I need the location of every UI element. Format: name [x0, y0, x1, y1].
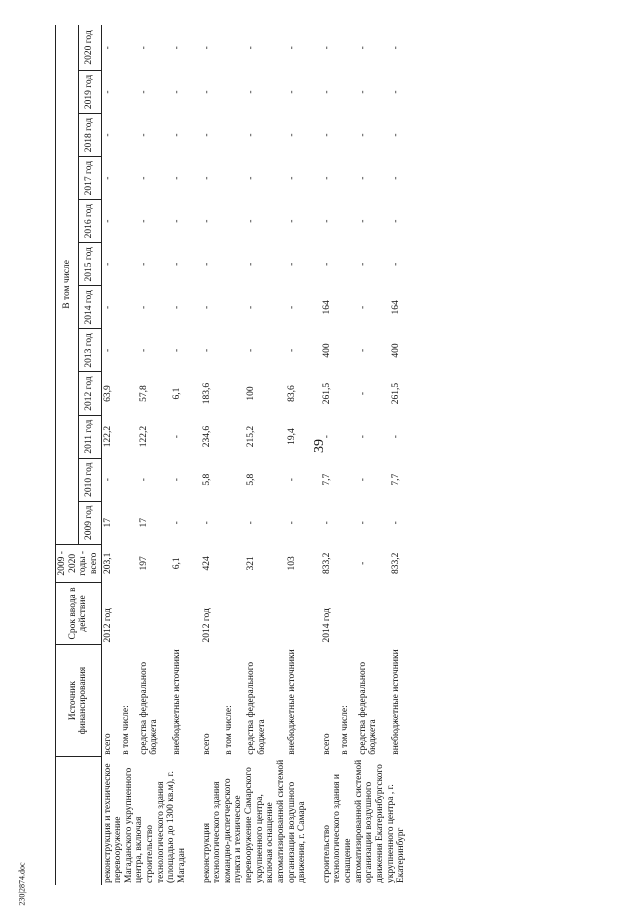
year-value-cell: - — [287, 348, 298, 353]
header-year: 2019 год — [78, 70, 101, 113]
year-value-cell: - — [138, 90, 149, 94]
year-value-cell — [223, 200, 245, 243]
year-value-cell — [223, 501, 245, 544]
header-year: 2015 год — [78, 243, 101, 286]
year-value-cell: - — [102, 348, 113, 353]
year-value-cell: - — [357, 46, 368, 50]
year-value-cell — [339, 157, 357, 200]
year-value-cell: - — [357, 391, 368, 396]
year-value-cell — [120, 415, 138, 458]
year-value-cell: - — [171, 46, 182, 50]
year-value-cell — [120, 372, 138, 415]
year-value-cell: 83,6 — [287, 385, 298, 402]
year-value-cell: - — [171, 305, 182, 309]
year-value-cell: - — [138, 305, 149, 309]
year-value-cell: - — [357, 176, 368, 180]
year-value-cell: - — [287, 90, 298, 94]
header-including: В том числе — [56, 25, 79, 544]
spacer-row — [309, 25, 321, 885]
table-row — [339, 25, 357, 885]
header-year: 2016 год — [78, 200, 101, 243]
year-value-cell — [339, 243, 357, 286]
project-name: строительство технологического здания и оснащение автоматизированной системой организации воздушного движения Екатеринбургского укрупненного центра , г. Екатеринбург — [321, 759, 407, 883]
source-cell: внебюджетные источники — [171, 649, 182, 755]
year-value-cell — [120, 458, 138, 501]
year-value-cell: - — [357, 521, 368, 525]
year-value-cell — [339, 70, 357, 113]
year-value-cell: - — [287, 305, 298, 309]
total-cell — [339, 544, 357, 582]
year-value-cell: - — [287, 521, 298, 525]
year-value-cell: - — [246, 521, 257, 525]
year-value-cell: - — [390, 90, 401, 94]
year-value-cell: - — [357, 262, 368, 266]
total-cell — [120, 544, 138, 582]
table-row — [101, 25, 120, 885]
year-value-cell: 100 — [246, 386, 257, 401]
year-value-cell: - — [201, 176, 212, 180]
header-year: 2014 год — [78, 286, 101, 329]
source-cell: средства федерального бюджета — [138, 661, 160, 755]
table-row — [171, 25, 189, 885]
total-cell: 103 — [287, 556, 298, 571]
source-cell: внебюджетные источники — [287, 649, 298, 755]
year-value-cell: 234,6 — [201, 425, 212, 448]
spacer-row — [189, 25, 201, 885]
header-total: 2009 - 2020 годы - всего — [56, 544, 102, 582]
year-value-cell: 5,8 — [201, 473, 212, 486]
year-value-cell — [120, 329, 138, 372]
year-value-cell: - — [138, 348, 149, 353]
year-value-cell — [339, 415, 357, 458]
header-deadline: Срок ввода в действие — [56, 582, 102, 644]
year-value-cell: 400 — [321, 343, 332, 358]
year-value-cell — [120, 243, 138, 286]
source-cell: всего — [201, 733, 212, 755]
year-value-cell: - — [357, 348, 368, 353]
deadline-cell: 2014 год — [321, 608, 332, 643]
table-row — [357, 25, 390, 885]
total-cell: - — [357, 561, 368, 565]
year-value-cell: 164 — [390, 300, 401, 315]
year-value-cell: - — [287, 176, 298, 180]
table-row — [245, 25, 286, 885]
year-value-cell: - — [321, 46, 332, 50]
year-value-cell: - — [287, 133, 298, 137]
year-value-cell — [223, 286, 245, 329]
year-value-cell: - — [171, 133, 182, 137]
year-value-cell — [120, 25, 138, 70]
document-footer: 230|2874.doc — [17, 862, 27, 906]
year-value-cell: - — [102, 46, 113, 50]
year-value-cell: 6,1 — [171, 387, 182, 400]
year-value-cell: - — [321, 133, 332, 137]
year-value-cell: - — [321, 435, 332, 439]
year-value-cell: - — [201, 133, 212, 137]
year-value-cell — [120, 501, 138, 544]
total-cell: 321 — [246, 556, 257, 571]
year-value-cell: - — [102, 90, 113, 94]
year-value-cell: - — [246, 90, 257, 94]
year-value-cell — [120, 157, 138, 200]
year-value-cell: - — [138, 478, 149, 482]
year-value-cell: - — [246, 219, 257, 223]
header-year: 2017 год — [78, 157, 101, 200]
year-value-cell — [223, 25, 245, 70]
year-value-cell — [339, 25, 357, 70]
table-row — [223, 25, 245, 885]
year-value-cell: - — [390, 46, 401, 50]
year-value-cell — [223, 243, 245, 286]
year-value-cell: 17 — [138, 518, 149, 528]
year-value-cell — [339, 501, 357, 544]
year-value-cell: - — [102, 305, 113, 309]
year-value-cell: - — [102, 219, 113, 223]
deadline-cell: 2012 год — [102, 608, 113, 643]
year-value-cell: 122,2 — [102, 425, 113, 448]
year-value-cell: - — [357, 219, 368, 223]
year-value-cell: 215,2 — [246, 425, 257, 448]
year-value-cell: - — [201, 90, 212, 94]
year-value-cell: 7,7 — [321, 473, 332, 486]
year-value-cell: - — [102, 176, 113, 180]
table-row — [321, 25, 339, 885]
year-value-cell: - — [246, 348, 257, 353]
project-name: реконструкция технологического здания командно-диспетчерского пункта и техническое перевооружение Самарского укрупненного центра, включая оснащение автоматизированной системой организации воздушного движения, г. Самара — [201, 759, 308, 883]
source-cell: в том числе: — [339, 705, 350, 755]
total-cell: 197 — [138, 556, 149, 571]
total-cell: 6,1 — [171, 557, 182, 570]
financing-table — [55, 25, 408, 885]
total-cell — [223, 544, 245, 582]
year-value-cell — [339, 286, 357, 329]
year-value-cell: 17 — [102, 518, 113, 528]
year-value-cell — [223, 458, 245, 501]
year-value-cell: - — [357, 90, 368, 94]
year-value-cell: - — [102, 133, 113, 137]
year-value-cell: - — [201, 348, 212, 353]
source-cell: всего — [102, 733, 113, 755]
total-cell: 424 — [201, 556, 212, 571]
year-value-cell — [339, 458, 357, 501]
year-value-cell — [339, 200, 357, 243]
year-value-cell: - — [102, 262, 113, 266]
year-value-cell: 57,8 — [138, 385, 149, 402]
year-value-cell: - — [246, 262, 257, 266]
year-value-cell: - — [246, 176, 257, 180]
year-value-cell: 122,2 — [138, 425, 149, 448]
year-value-cell: 261,5 — [321, 382, 332, 405]
year-value-cell: - — [287, 219, 298, 223]
year-value-cell: 5,8 — [246, 473, 257, 486]
table-row — [390, 25, 408, 885]
year-value-cell: - — [321, 521, 332, 525]
year-value-cell: - — [171, 435, 182, 439]
year-value-cell: - — [246, 46, 257, 50]
header-year: 2018 год — [78, 114, 101, 157]
year-value-cell — [339, 372, 357, 415]
year-value-cell: 63,9 — [102, 385, 113, 402]
page-number: 39 — [312, 439, 327, 453]
year-value-cell: 261,5 — [390, 382, 401, 405]
year-value-cell: - — [201, 46, 212, 50]
year-value-cell: - — [390, 521, 401, 525]
table-row — [120, 25, 138, 885]
year-value-cell: - — [171, 176, 182, 180]
year-value-cell — [120, 200, 138, 243]
table-row — [201, 25, 223, 885]
deadline-cell: 2012 год — [201, 608, 212, 643]
header-year: 2009 год — [78, 501, 101, 544]
table-row — [286, 25, 308, 885]
header-year: 2010 год — [78, 458, 101, 501]
year-value-cell: 164 — [321, 300, 332, 315]
year-value-cell — [223, 329, 245, 372]
year-value-cell: 7,7 — [390, 473, 401, 486]
year-value-cell — [223, 114, 245, 157]
year-value-cell — [339, 114, 357, 157]
year-value-cell: - — [171, 478, 182, 482]
year-value-cell: - — [171, 90, 182, 94]
year-value-cell: - — [138, 176, 149, 180]
year-value-cell: - — [390, 262, 401, 266]
year-value-cell: - — [321, 262, 332, 266]
year-value-cell: - — [287, 478, 298, 482]
year-value-cell: - — [246, 305, 257, 309]
year-value-cell: - — [171, 262, 182, 266]
header-year: 2012 год — [78, 372, 101, 415]
project-name: реконструкция и техническое перевооружение Магаданского укрупненного центра, включая строительство технологического здания (площадью до 1300 кв.м), г. Магадан — [102, 763, 187, 883]
year-value-cell — [339, 329, 357, 372]
year-value-cell: - — [390, 176, 401, 180]
year-value-cell: - — [201, 219, 212, 223]
year-value-cell: - — [171, 348, 182, 353]
year-value-cell: - — [138, 219, 149, 223]
year-value-cell: - — [357, 133, 368, 137]
year-value-cell: - — [201, 262, 212, 266]
year-value-cell: 19,4 — [287, 428, 298, 445]
total-cell: 833,2 — [390, 552, 401, 575]
total-cell: 203,1 — [102, 552, 113, 575]
year-value-cell: - — [246, 133, 257, 137]
source-cell: в том числе: — [120, 705, 131, 755]
year-value-cell — [120, 286, 138, 329]
year-value-cell: - — [171, 219, 182, 223]
year-value-cell: - — [321, 219, 332, 223]
year-value-cell — [223, 372, 245, 415]
year-value-cell: - — [138, 133, 149, 137]
header-source: Источник финансирования — [56, 645, 102, 757]
year-value-cell: - — [171, 521, 182, 525]
year-value-cell: - — [390, 435, 401, 439]
rotated-table-sheet — [55, 25, 625, 885]
year-value-cell: - — [390, 219, 401, 223]
year-value-cell: - — [357, 478, 368, 482]
year-value-cell: - — [138, 46, 149, 50]
year-value-cell — [223, 70, 245, 113]
year-value-cell: 183,6 — [201, 382, 212, 405]
year-value-cell: - — [321, 90, 332, 94]
header-year: 2011 год — [78, 415, 101, 458]
year-value-cell: - — [201, 305, 212, 309]
header-year: 2020 год — [78, 25, 101, 70]
year-value-cell: - — [201, 521, 212, 525]
year-value-cell — [120, 114, 138, 157]
year-value-cell — [223, 157, 245, 200]
header-project — [56, 757, 102, 885]
year-value-cell: - — [357, 435, 368, 439]
source-cell: средства федерального бюджета — [357, 661, 379, 755]
source-cell: в том числе: — [223, 705, 234, 755]
year-value-cell: - — [287, 262, 298, 266]
header-year: 2013 год — [78, 329, 101, 372]
year-value-cell: 400 — [390, 343, 401, 358]
year-value-cell: - — [390, 133, 401, 137]
year-value-cell: - — [357, 305, 368, 309]
year-value-cell — [223, 415, 245, 458]
table-row — [138, 25, 171, 885]
year-value-cell: - — [321, 176, 332, 180]
year-value-cell: - — [102, 478, 113, 482]
year-value-cell — [120, 70, 138, 113]
source-cell: внебюджетные источники — [390, 649, 401, 755]
source-cell: средства федерального бюджета — [246, 661, 267, 755]
year-value-cell: - — [287, 46, 298, 50]
year-value-cell: - — [138, 262, 149, 266]
total-cell: 833,2 — [321, 552, 332, 575]
source-cell: всего — [321, 733, 332, 755]
